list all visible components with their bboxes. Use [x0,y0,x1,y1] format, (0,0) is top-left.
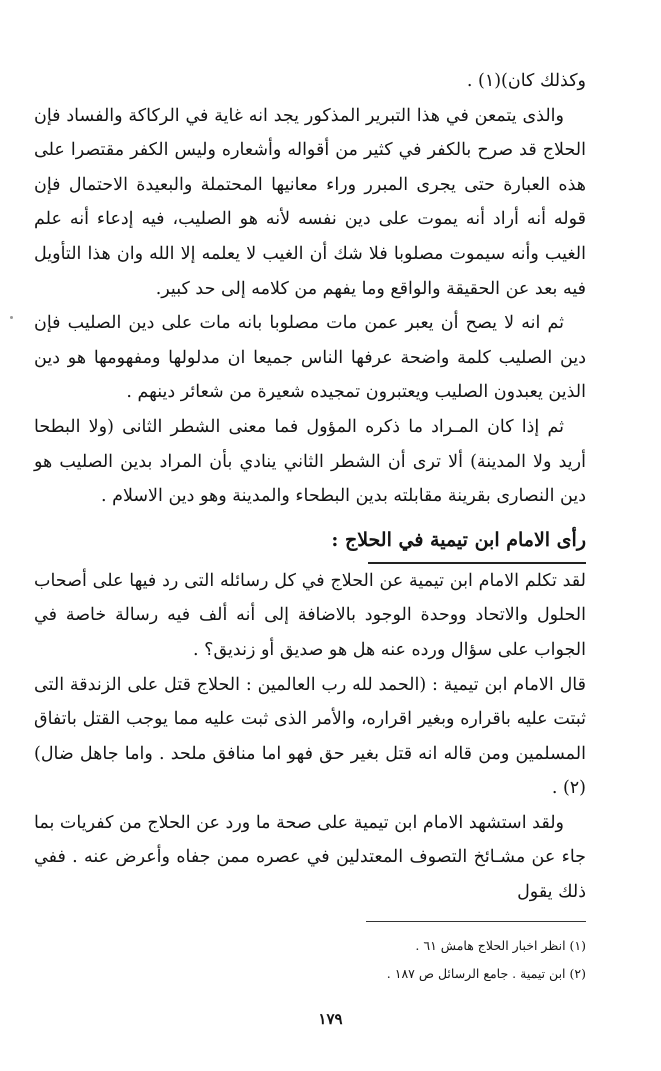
section-2-paragraph-1: لقد تكلم الامام ابن تيمية عن الحلاج في كل رسائله التى رد فيها على أصحاب الحلول والاتحاد ووحدة الوجود بالاضافة إلى أنه ألف فيه رسالة خاصة في الجواب على سؤال ورده عنه هل هو صديق أو زنديق؟ . [34,570,586,660]
section-2-paragraph-2: قال الامام ابن تيمية : (الحمد لله رب العالمين : الحلاج قتل على الزندقة التى ثبتت عليه باقراره وبغير اقراره، والأمر الذى ثبت عليه مما يوجب القتل باتفاق المسلمين ومن قاله انه قتل بغير حق فهو اما منافق ملحد . واما جاهل ضال)(٢) . [34,674,586,799]
page-number: ١٧٩ [318,1010,343,1028]
main-text [34,64,586,514]
section-2-paragraph-3: ولقد استشهد الامام ابن تيمية على صحة ما ورد عن الحلاج من كفريات بما جاء عن مشـائخ التصوف المعتدلين في عصره ممن جفاه وأعرض عنه . ففي ذلك يقول [34,812,586,903]
paragraph-2: والذى يتمعن في هذا التبرير المذكور يجد انه غاية في الركاكة والفساد فإن الحلاج قد صرح بالكفر في كثير من أقواله وأشعاره وليس الكفر مقتصرا على هذه العبارة حتى يجرى المبرر وراء معانيها المحتملة والبعيدة الاحتمال فإن قوله أنه أراد أنه يموت على دين نفسه لأنه هو الصليب، فيه إدعاء أنه علم الغيب وأنه سيموت مصلوبا فلا شك أن الغيب لا يعلمه إلا الله وان هذا التأويل فيه بعد عن الحقيقة والواقع وما يفهم من كلامه إلى حد كبير. [34,105,586,299]
footnote-separator [366,921,586,922]
heading-underline [368,562,586,564]
footnotes [34,932,586,988]
page-body [34,64,586,910]
section-heading-block [34,520,586,564]
paragraph-3: ثم انه لا يصح أن يعبر عمن مات مصلوبا بانه مات على دين الصليب فإن دين الصليب كلمة واضحة عرفها الناس جميعا ان مدلولها ومفهومها هو دين الذين يعبدون الصليب ويعتبرون تمجيده شعيرة من شعائر دينهم . [34,313,586,403]
paragraph-4: ثم إذا كان المـراد ما ذكره المؤول فما معنى الشطر الثانى (ولا البطحا أريد ولا المدينة) ألا ترى أن الشطر الثاني ينادي بأن المراد بدين الصليب هو دين النصارى بقرينة مقابلته بدين البطحاء والمدينة وهو دين الاسلام . [34,416,586,507]
margin-dot [10,316,13,319]
footnote-1: (١) انظر اخبار الحلاج هامش ٦١ . [415,938,586,953]
footnote-2: (٢) ابن تيمية . جامع الرسائل ص ١٨٧ . [386,966,586,981]
paragraph-1: وكذلك كان)(١) . [466,71,586,91]
section-2-text [34,564,586,910]
section-heading: رأى الامام ابن تيمية في الحلاج : [331,528,586,551]
